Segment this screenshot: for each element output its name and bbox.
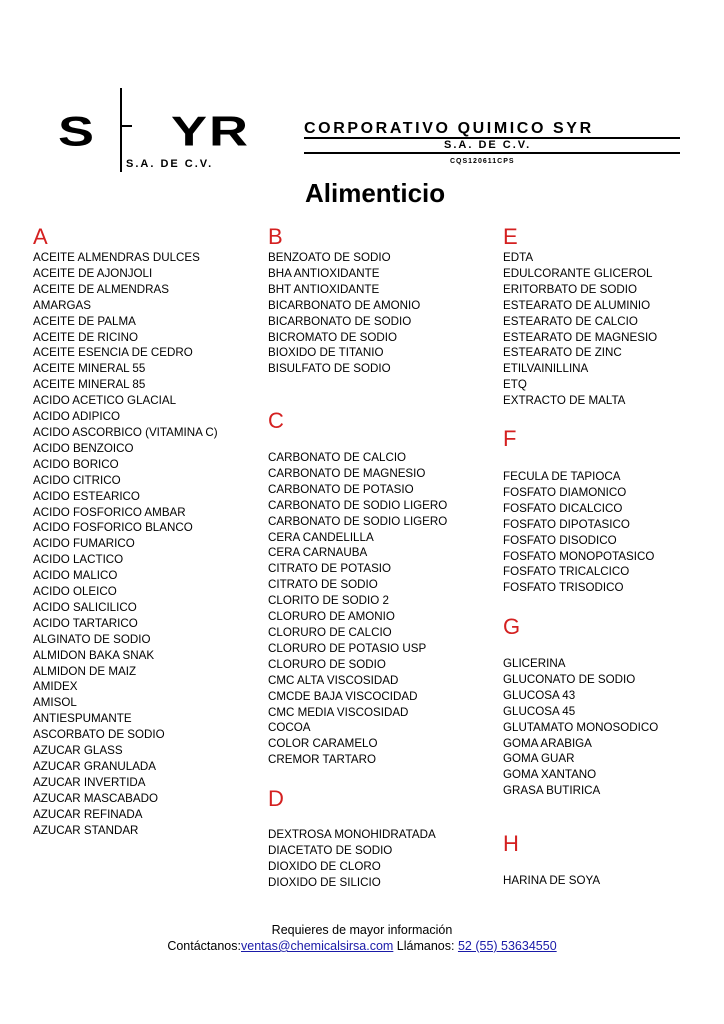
product-item: ACIDO BENZOICO <box>33 441 134 455</box>
product-item: ALMIDON BAKA SNAK <box>33 648 155 662</box>
call-label: Llámanos: <box>393 939 458 953</box>
product-item: AMARGAS <box>33 298 91 312</box>
product-item: BIOXIDO DE TITANIO <box>268 346 384 360</box>
product-item: DIOXIDO DE SILICIO <box>268 875 381 889</box>
product-item: CARBONATO DE POTASIO <box>268 482 414 496</box>
product-item: CMC ALTA VISCOSIDAD <box>268 673 399 687</box>
product-item: ACIDO FUMARICO <box>33 537 135 551</box>
product-item: AZUCAR REFINADA <box>33 807 143 821</box>
product-item: FECULA DE TAPIOCA <box>503 470 621 483</box>
product-item: ETILVAINILLINA <box>503 362 589 376</box>
product-item: FOSFATO DISODICO <box>503 533 617 547</box>
product-item: CLORURO DE CALCIO <box>268 625 392 639</box>
product-item: CARBONATO DE CALCIO <box>268 451 407 464</box>
product-list-g <box>503 656 658 799</box>
product-item: EDULCORANTE GLICEROL <box>503 266 653 280</box>
product-list-e <box>503 250 657 409</box>
product-item: CREMOR TARTARO <box>268 753 376 767</box>
product-item: AMISOL <box>33 696 77 710</box>
product-item: ACIDO CITRICO <box>33 473 121 487</box>
logo-dash <box>122 125 132 127</box>
product-item: EDTA <box>503 251 534 264</box>
logo-subtitle: S.A. DE C.V. <box>126 158 214 170</box>
company-rule-bottom <box>304 152 680 154</box>
product-item: CLORURO DE POTASIO USP <box>268 641 427 655</box>
product-item: ETQ <box>503 378 527 392</box>
product-item: ACIDO FOSFORICO AMBAR <box>33 505 186 519</box>
product-item: ACEITE DE AJONJOLI <box>33 266 153 280</box>
product-item: CERA CARNAUBA <box>268 546 368 560</box>
product-item: GOMA XANTANO <box>503 768 597 782</box>
product-item: BHT ANTIOXIDANTE <box>268 282 380 296</box>
product-list-f <box>503 469 654 596</box>
logo-yr-letters: YR <box>171 108 251 155</box>
section-letter: G <box>503 614 521 639</box>
product-item: FOSFATO TRICALCICO <box>503 565 630 579</box>
company-rfc: CQS120611CPS <box>450 158 515 165</box>
contact-label: Contáctanos: <box>167 939 241 953</box>
product-item: CERA CANDELILLA <box>268 530 374 544</box>
footer-info-line: Requieres de mayor información <box>271 923 453 937</box>
product-item: BICARBONATO DE AMONIO <box>268 298 421 312</box>
product-item: BHA ANTIOXIDANTE <box>268 266 380 280</box>
product-item: ACIDO TARTARICO <box>33 616 138 630</box>
product-item: CLORURO DE AMONIO <box>268 610 395 624</box>
product-item: ACEITE DE PALMA <box>33 314 136 328</box>
product-item: DEXTROSA MONOHIDRATADA <box>268 828 436 841</box>
product-item: BENZOATO DE SODIO <box>268 251 391 264</box>
product-item: ACIDO ASCORBICO (VITAMINA C) <box>33 425 218 439</box>
product-item: AZUCAR STANDAR <box>33 823 139 837</box>
product-item: BICARBONATO DE SODIO <box>268 314 412 328</box>
product-list-c <box>268 450 447 768</box>
product-item: CARBONATO DE SODIO LIGERO <box>268 514 448 528</box>
product-item: HARINA DE SOYA <box>503 874 601 887</box>
product-item: FOSFATO MONOPOTASICO <box>503 549 655 563</box>
product-item: FOSFATO DIAMONICO <box>503 485 627 499</box>
product-item: CMC MEDIA VISCOSIDAD <box>268 705 409 719</box>
product-item: AZUCAR MASCABADO <box>33 791 158 805</box>
product-item: GOMA ARABIGA <box>503 736 592 750</box>
product-item: ALMIDON DE MAIZ <box>33 664 137 678</box>
email-link[interactable]: ventas@chemicalsirsa.com <box>241 939 394 953</box>
product-item: ACIDO ACETICO GLACIAL <box>33 394 177 408</box>
product-item: ESTEARATO DE MAGNESIO <box>503 330 658 344</box>
product-item: CLORURO DE SODIO <box>268 657 386 671</box>
footer-contact-line <box>0 939 724 953</box>
product-item: ESTEARATO DE ALUMINIO <box>503 298 651 312</box>
product-item: ACEITE ESENCIA DE CEDRO <box>33 346 193 360</box>
product-item: ANTIESPUMANTE <box>33 712 132 726</box>
product-item: GLUCOSA 45 <box>503 704 576 718</box>
product-item: ESTEARATO DE ZINC <box>503 346 622 360</box>
product-item: ACIDO ADIPICO <box>33 410 120 424</box>
product-item: GOMA GUAR <box>503 752 575 766</box>
product-list-h <box>503 873 600 889</box>
product-item: GLUCONATO DE SODIO <box>503 672 636 686</box>
product-item: CARBONATO DE MAGNESIO <box>268 466 426 480</box>
product-item: ACEITE DE ALMENDRAS <box>33 282 169 296</box>
product-item: CMCDE BAJA VISCOCIDAD <box>268 689 418 703</box>
product-item: ACEITE ALMENDRAS DULCES <box>33 251 200 264</box>
company-name: CORPORATIVO QUIMICO SYR <box>304 120 594 137</box>
product-item: GLUTAMATO MONOSODICO <box>503 720 659 734</box>
product-item: ACIDO ESTEARICO <box>33 489 140 503</box>
section-letter: A <box>33 224 48 249</box>
product-item: ACEITE DE RICINO <box>33 330 139 344</box>
product-item: ACIDO MALICO <box>33 569 118 583</box>
product-item: ACEITE MINERAL 55 <box>33 362 146 376</box>
logo-s-letter: S <box>58 108 97 155</box>
product-item: COCOA <box>268 721 311 735</box>
product-item: CITRATO DE SODIO <box>268 578 378 592</box>
product-item: ERITORBATO DE SODIO <box>503 282 637 296</box>
section-letter: F <box>503 426 517 451</box>
product-item: FOSFATO DIPOTASICO <box>503 517 630 531</box>
product-item: CITRATO DE POTASIO <box>268 562 392 576</box>
product-item: AZUCAR INVERTIDA <box>33 775 146 789</box>
product-item: ACEITE MINERAL 85 <box>33 378 146 392</box>
product-item: GLICERINA <box>503 657 566 670</box>
product-item: BICROMATO DE SODIO <box>268 330 398 344</box>
product-item: GLUCOSA 43 <box>503 688 576 702</box>
product-item: CLORITO DE SODIO 2 <box>268 594 389 608</box>
section-letter: H <box>503 831 519 856</box>
phone-link[interactable]: 52 (55) 53634550 <box>457 939 557 953</box>
product-item: COLOR CARAMELO <box>268 737 378 751</box>
product-item: DIACETATO DE SODIO <box>268 843 393 857</box>
page-title: Alimenticio <box>305 178 446 208</box>
product-item: EXTRACTO DE MALTA <box>503 394 626 408</box>
product-item: CARBONATO DE SODIO LIGERO <box>268 498 448 512</box>
product-item: FOSFATO TRISODICO <box>503 581 624 595</box>
logo-vertical-divider <box>120 88 122 172</box>
product-item: AMIDEX <box>33 680 78 694</box>
product-item: ACIDO BORICO <box>33 457 119 471</box>
product-list-a <box>33 250 218 839</box>
product-item: DIOXIDO DE CLORO <box>268 859 381 873</box>
section-letter: B <box>268 224 283 249</box>
product-item: ASCORBATO DE SODIO <box>33 728 165 742</box>
product-item: AZUCAR GLASS <box>33 744 123 758</box>
product-list-d <box>268 827 436 891</box>
product-item: ACIDO LACTICO <box>33 553 124 567</box>
product-list-b <box>268 250 420 377</box>
product-item: BISULFATO DE SODIO <box>268 362 391 376</box>
section-letter: D <box>268 786 284 811</box>
product-item: ESTEARATO DE CALCIO <box>503 314 638 328</box>
section-letter: C <box>268 408 284 433</box>
product-item: FOSFATO DICALCICO <box>503 501 623 515</box>
product-item: ACIDO OLEICO <box>33 585 117 599</box>
product-item: ACIDO FOSFORICO BLANCO <box>33 521 193 535</box>
section-letter: E <box>503 224 518 249</box>
product-item: ACIDO SALICILICO <box>33 600 137 614</box>
product-item: ALGINATO DE SODIO <box>33 632 151 646</box>
product-item: GRASA BUTIRICA <box>503 784 601 798</box>
product-item: AZUCAR GRANULADA <box>33 760 157 773</box>
company-type: S.A. DE C.V. <box>444 139 532 151</box>
